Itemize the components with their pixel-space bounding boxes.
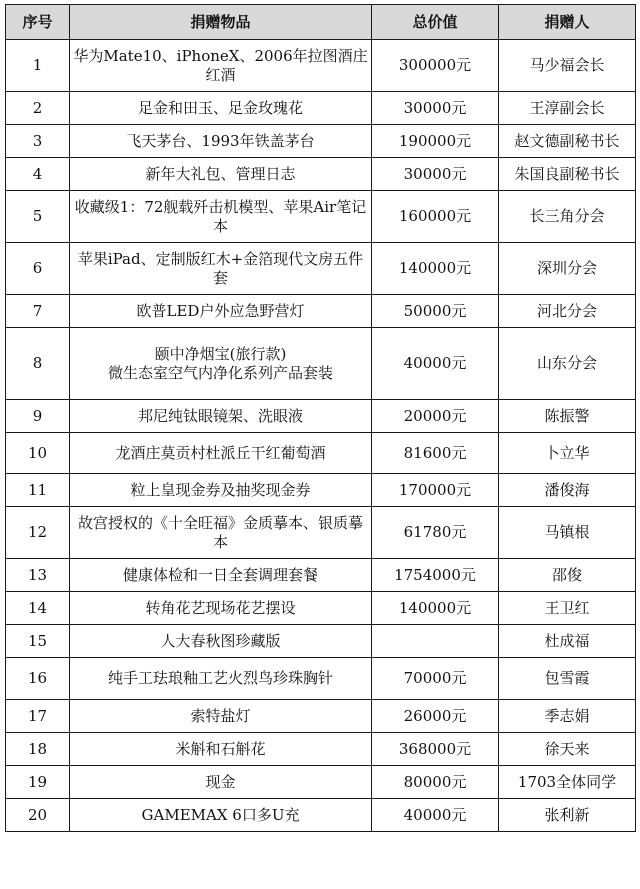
donor-cell: 卜立华 <box>499 433 636 474</box>
table-row <box>6 328 636 400</box>
donation-item-cell: 健康体检和一日全套调理套餐 <box>70 559 372 592</box>
donation-item-cell: 颐中净烟宝(旅行款) 微生态室空气内净化系列产品套装 <box>70 328 372 400</box>
donor-cell: 河北分会 <box>499 295 636 328</box>
row-number-cell: 8 <box>6 328 70 400</box>
table-row <box>6 658 636 700</box>
donor-cell: 王淳副会长 <box>499 92 636 125</box>
row-number-cell: 17 <box>6 700 70 733</box>
total-value-cell: 300000元 <box>372 40 499 92</box>
total-value-cell: 80000元 <box>372 766 499 799</box>
donation-item-cell: GAMEMAX 6口多U充 <box>70 799 372 832</box>
row-number-cell: 5 <box>6 191 70 243</box>
total-value-cell: 26000元 <box>372 700 499 733</box>
donor-cell: 潘俊海 <box>499 474 636 507</box>
header-total-value: 总价值 <box>372 5 499 40</box>
total-value-cell: 160000元 <box>372 191 499 243</box>
donation-item-cell: 人大春秋图珍藏版 <box>70 625 372 658</box>
table-row <box>6 733 636 766</box>
donor-cell: 朱国良副秘书长 <box>499 158 636 191</box>
row-number-cell: 16 <box>6 658 70 700</box>
donation-item-cell: 华为Mate10、iPhoneX、2006年拉图酒庄红酒 <box>70 40 372 92</box>
total-value-cell: 61780元 <box>372 507 499 559</box>
table-row <box>6 125 636 158</box>
header-row <box>6 5 636 40</box>
total-value-cell: 50000元 <box>372 295 499 328</box>
total-value-cell: 140000元 <box>372 243 499 295</box>
donation-item-cell: 苹果iPad、定制版红木+金箔现代文房五件套 <box>70 243 372 295</box>
donation-item-cell: 转角花艺现场花艺摆设 <box>70 592 372 625</box>
table-row <box>6 400 636 433</box>
donor-cell: 1703全体同学 <box>499 766 636 799</box>
total-value-cell: 30000元 <box>372 92 499 125</box>
table-row <box>6 474 636 507</box>
row-number-cell: 4 <box>6 158 70 191</box>
header-number: 序号 <box>6 5 70 40</box>
total-value-cell <box>372 625 499 658</box>
row-number-cell: 3 <box>6 125 70 158</box>
donor-cell: 马镇根 <box>499 507 636 559</box>
total-value-cell: 1754000元 <box>372 559 499 592</box>
table-row <box>6 295 636 328</box>
donation-item-cell: 纯手工珐琅釉工艺火烈鸟珍珠胸针 <box>70 658 372 700</box>
donor-cell: 深圳分会 <box>499 243 636 295</box>
total-value-cell: 20000元 <box>372 400 499 433</box>
row-number-cell: 20 <box>6 799 70 832</box>
table-header <box>6 5 636 40</box>
total-value-cell: 40000元 <box>372 799 499 832</box>
row-number-cell: 7 <box>6 295 70 328</box>
row-number-cell: 2 <box>6 92 70 125</box>
donation-table <box>5 4 636 832</box>
row-number-cell: 1 <box>6 40 70 92</box>
donor-cell: 邵俊 <box>499 559 636 592</box>
donation-item-cell: 新年大礼包、管理日志 <box>70 158 372 191</box>
table-row <box>6 700 636 733</box>
table-row <box>6 625 636 658</box>
donor-cell: 包雪霞 <box>499 658 636 700</box>
donation-item-cell: 米斛和石斛花 <box>70 733 372 766</box>
total-value-cell: 170000元 <box>372 474 499 507</box>
table-row <box>6 92 636 125</box>
donation-item-cell: 欧普LED户外应急野营灯 <box>70 295 372 328</box>
donor-cell: 徐天来 <box>499 733 636 766</box>
row-number-cell: 10 <box>6 433 70 474</box>
row-number-cell: 15 <box>6 625 70 658</box>
donation-item-cell: 现金 <box>70 766 372 799</box>
donor-cell: 长三角分会 <box>499 191 636 243</box>
donor-cell: 马少福会长 <box>499 40 636 92</box>
row-number-cell: 12 <box>6 507 70 559</box>
row-number-cell: 6 <box>6 243 70 295</box>
donation-item-cell: 邦尼纯钛眼镜架、洗眼液 <box>70 400 372 433</box>
total-value-cell: 70000元 <box>372 658 499 700</box>
table-row <box>6 191 636 243</box>
table-row <box>6 766 636 799</box>
donation-item-cell: 足金和田玉、足金玫瑰花 <box>70 92 372 125</box>
donation-item-cell: 收藏级1：72舰载歼击机模型、苹果Air笔记本 <box>70 191 372 243</box>
donor-cell: 张利新 <box>499 799 636 832</box>
donor-cell: 季志娟 <box>499 700 636 733</box>
row-number-cell: 9 <box>6 400 70 433</box>
header-item: 捐赠物品 <box>70 5 372 40</box>
row-number-cell: 19 <box>6 766 70 799</box>
header-donor: 捐赠人 <box>499 5 636 40</box>
donation-item-cell: 索特盐灯 <box>70 700 372 733</box>
table-row <box>6 158 636 191</box>
row-number-cell: 13 <box>6 559 70 592</box>
donor-cell: 赵文德副秘书长 <box>499 125 636 158</box>
table-row <box>6 433 636 474</box>
donation-item-cell: 飞天茅台、1993年铁盖茅台 <box>70 125 372 158</box>
donation-item-cell: 故宫授权的《十全旺福》金质摹本、银质摹本 <box>70 507 372 559</box>
table-row <box>6 592 636 625</box>
total-value-cell: 81600元 <box>372 433 499 474</box>
donor-cell: 杜成福 <box>499 625 636 658</box>
row-number-cell: 18 <box>6 733 70 766</box>
total-value-cell: 40000元 <box>372 328 499 400</box>
total-value-cell: 140000元 <box>372 592 499 625</box>
donation-item-cell: 龙酒庄莫贡村杜派丘干红葡萄酒 <box>70 433 372 474</box>
donor-cell: 王卫红 <box>499 592 636 625</box>
table-row <box>6 243 636 295</box>
total-value-cell: 30000元 <box>372 158 499 191</box>
table-row <box>6 40 636 92</box>
donor-cell: 陈振警 <box>499 400 636 433</box>
total-value-cell: 190000元 <box>372 125 499 158</box>
table-row <box>6 799 636 832</box>
table-body <box>6 40 636 832</box>
table-row <box>6 559 636 592</box>
total-value-cell: 368000元 <box>372 733 499 766</box>
table-row <box>6 507 636 559</box>
donor-cell: 山东分会 <box>499 328 636 400</box>
donation-item-cell: 粒上皇现金券及抽奖现金券 <box>70 474 372 507</box>
row-number-cell: 14 <box>6 592 70 625</box>
row-number-cell: 11 <box>6 474 70 507</box>
